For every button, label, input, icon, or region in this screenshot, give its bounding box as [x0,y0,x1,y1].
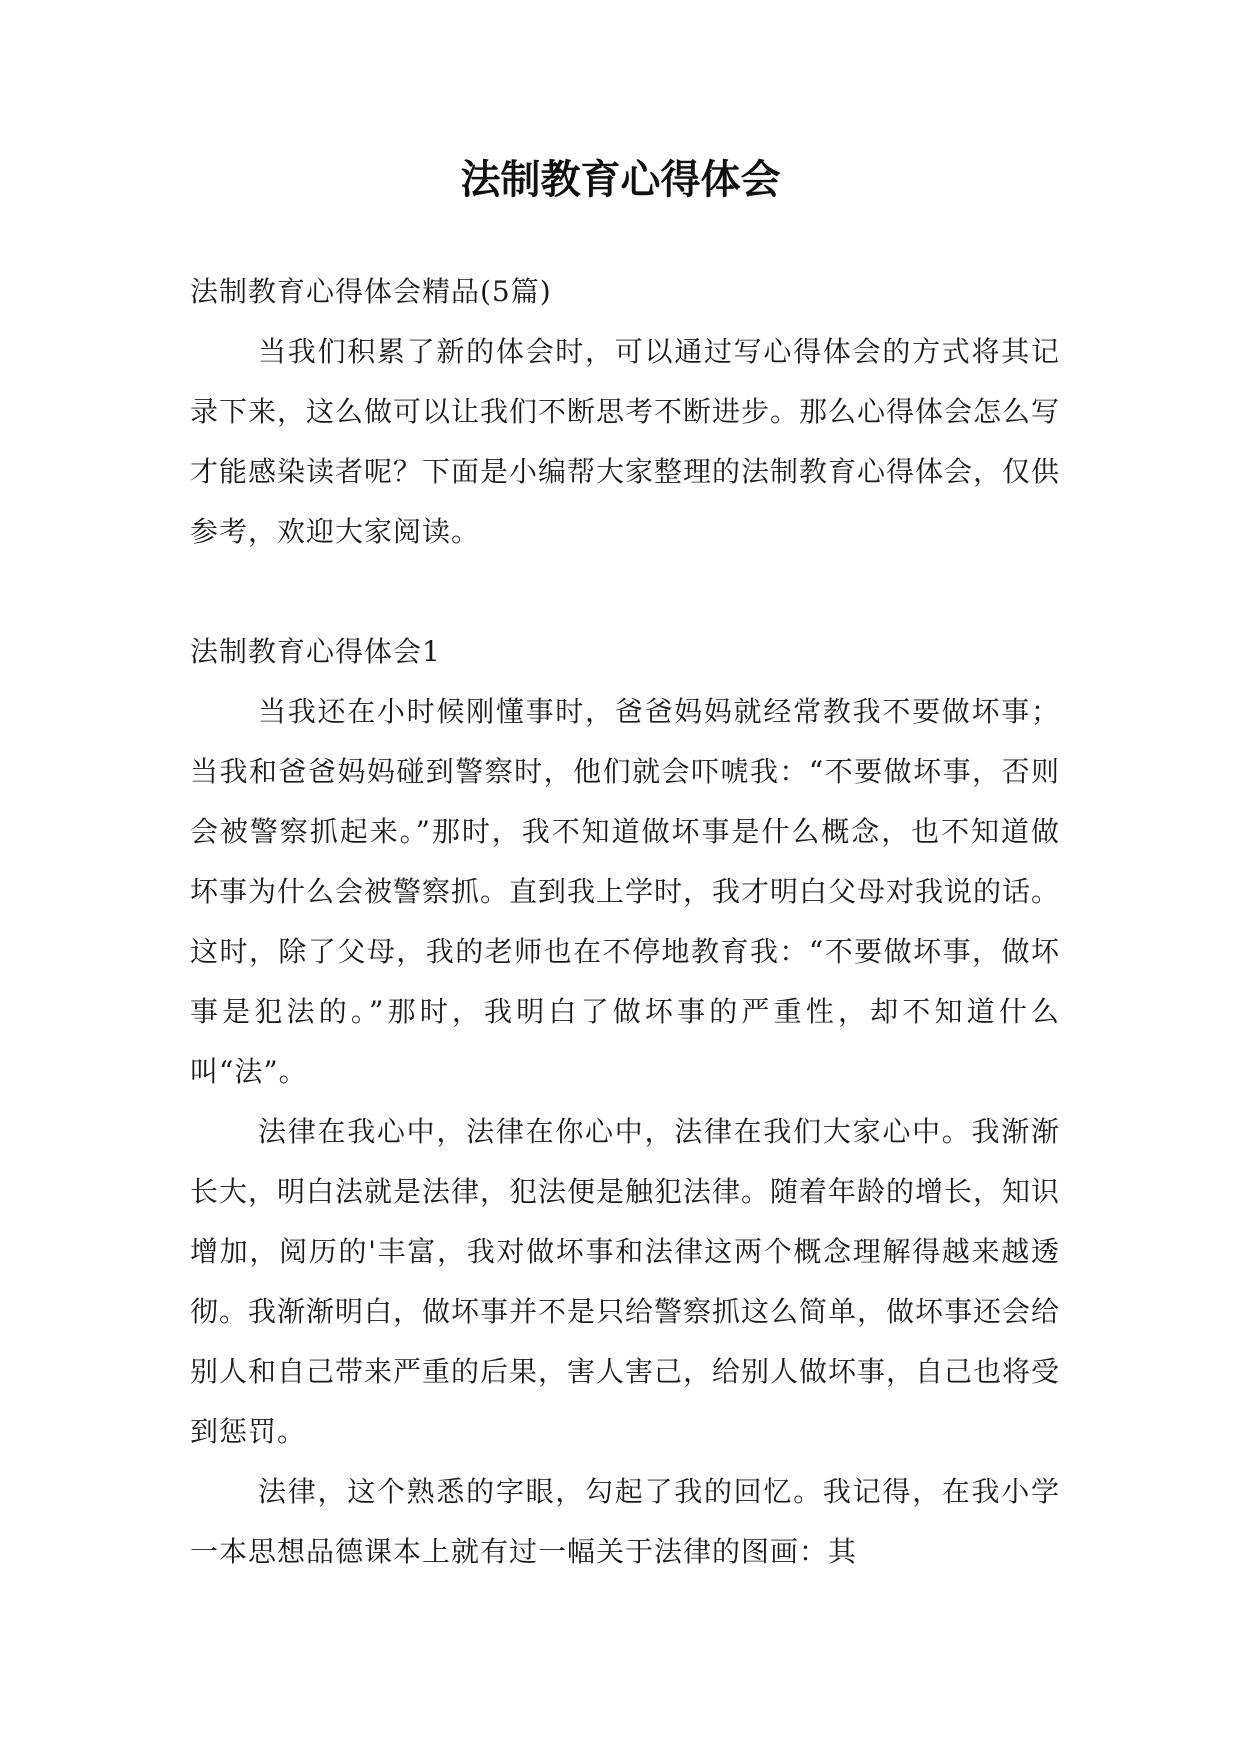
section-heading: 法制教育心得体会1 [190,635,441,668]
body-paragraph: 法律，这个熟悉的字眼，勾起了我的回忆。我记得，在我小学一本思想品德课本上就有过一幅关于法律的图画：其 [190,1475,1060,1568]
document-subtitle: 法制教育心得体会精品(5篇) [190,275,552,308]
document-title: 法制教育心得体会 [460,157,781,203]
intro-paragraph: 当我们积累了新的体会时，可以通过写心得体会的方式将其记录下来，这么做可以让我们不断思考不断进步。那么心得体会怎么写才能感染读者呢？下面是小编帮大家整理的法制教育心得体会，仅供参考，欢迎大家阅读。 [190,335,1061,548]
body-paragraph: 法律在我心中，法律在你心中，法律在我们大家心中。我渐渐长大，明白法就是法律，犯法便是触犯法律。随着年龄的增长，知识增加，阅历的'丰富，我对做坏事和法律这两个概念理解得越来越透彻。我渐渐明白，做坏事并不是只给警察抓这么简单，做坏事还会给别人和自己带来严重的后果，害人害己，给别人做坏事，自己也将受到惩罚。 [190,1115,1061,1448]
document-body [190,262,1060,1582]
body-paragraph: 当我还在小时候刚懂事时，爸爸妈妈就经常教我不要做坏事；当我和爸爸妈妈碰到警察时，他们就会吓唬我：“不要做坏事，否则会被警察抓起来。”那时，我不知道做坏事是什么概念，也不知道做坏事为什么会被警察抓。直到我上学时，我才明白父母对我说的话。这时，除了父母，我的老师也在不停地教育我：“不要做坏事，做坏事是犯法的。”那时，我明白了做坏事的严重性，却不知道什么叫“法”。 [190,695,1061,1088]
